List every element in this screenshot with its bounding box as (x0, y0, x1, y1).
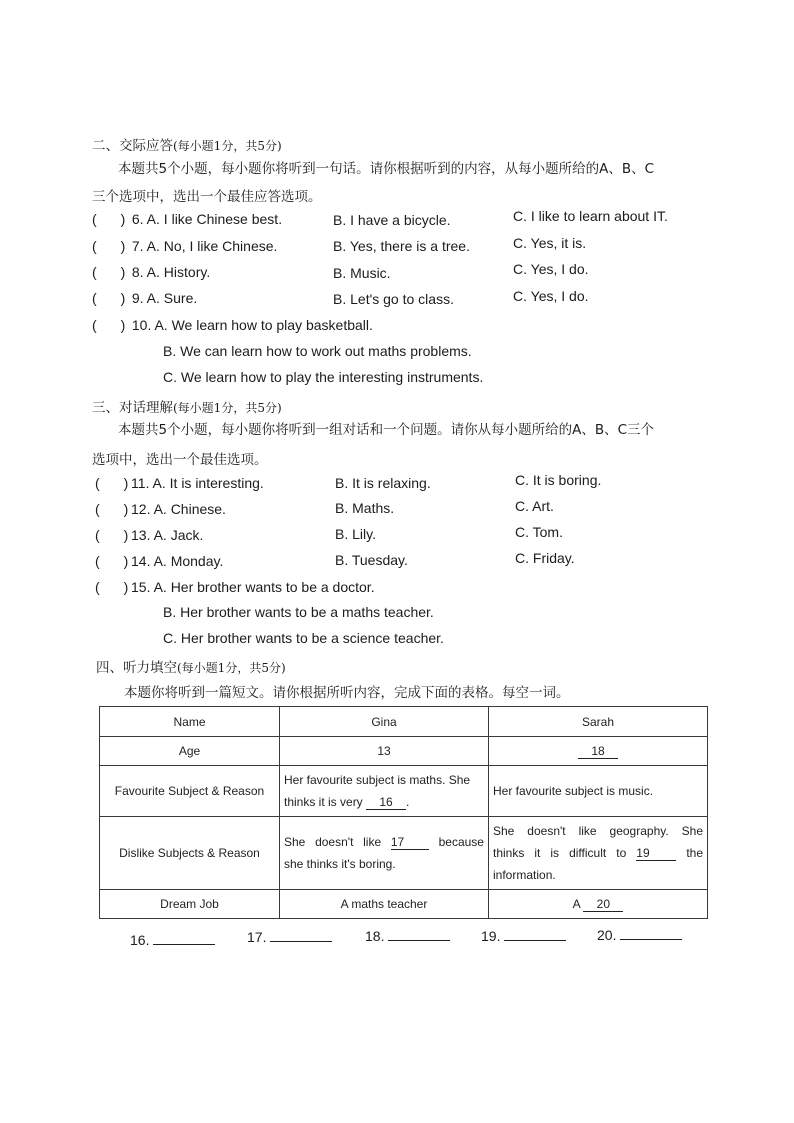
table-row (100, 707, 708, 737)
dislike-label: Dislike Subjects & Reason (100, 817, 280, 890)
blank-17: 17 (391, 835, 429, 850)
question-12: ( ) 12. A. Chinese. (95, 501, 226, 517)
answer-20[interactable]: 20. (597, 927, 682, 943)
option-a: 11. A. It is interesting. (131, 475, 264, 491)
table-row (100, 766, 708, 817)
age-gina: 13 (280, 737, 489, 766)
question-7-option-b: B. Yes, there is a tree. (333, 238, 470, 254)
blank-16: 16 (366, 795, 406, 810)
section2-points: (每小题1分，共5分) (173, 139, 282, 153)
question-15-option-c: C. Her brother wants to be a science teacher. (163, 630, 444, 646)
question-10: ( ) 10. A. We learn how to play basketball. (92, 317, 373, 333)
question-12-option-c: C. Art. (515, 498, 554, 514)
fav-sarah: Her favourite subject is music. (489, 766, 708, 817)
job-gina: A maths teacher (280, 890, 489, 919)
question-8-option-b: B. Music. (333, 265, 391, 281)
question-13-option-c: C. Tom. (515, 524, 563, 540)
question-8-option-c: C. Yes, I do. (513, 261, 589, 277)
answer-17[interactable]: 17. (247, 929, 332, 945)
job-label: Dream Job (100, 890, 280, 919)
section3-intro-line2: 选项中，选出一个最佳选项。 (92, 452, 268, 468)
table-row (100, 890, 708, 919)
age-label: Age (100, 737, 280, 766)
option-a: 7. A. No, I like Chinese. (131, 238, 278, 254)
option-a: 9. A. Sure. (131, 290, 198, 306)
question-11: ( ) 11. A. It is interesting. (95, 475, 264, 491)
answer-19[interactable]: 19. (481, 928, 566, 944)
fav-label: Favourite Subject & Reason (100, 766, 280, 817)
table-row (100, 817, 708, 890)
dislike-sarah: She doesn't like geography. She thinks it is difficult to 19 the information. (489, 817, 708, 890)
section3-title: 三、对话理解 (92, 400, 173, 416)
header-gina: Gina (280, 707, 489, 737)
question-10-option-c: C. We learn how to play the interesting instruments. (163, 369, 484, 385)
section4-points: (每小题1分，共5分) (177, 661, 286, 675)
table-row (100, 737, 708, 766)
question-9-option-b: B. Let's go to class. (333, 291, 454, 307)
question-11-option-b: B. It is relaxing. (335, 475, 431, 491)
fav-gina: Her favourite subject is maths. She thinks it is very 16 . (280, 766, 489, 817)
question-6-option-c: C. I like to learn about IT. (513, 208, 668, 224)
info-table (99, 706, 708, 919)
section4-title: 四、听力填空 (96, 660, 177, 676)
answer-16[interactable]: 16. (130, 932, 215, 948)
header-sarah: Sarah (489, 707, 708, 737)
question-10-option-b: B. We can learn how to work out maths problems. (163, 343, 472, 359)
section2-heading (92, 134, 282, 154)
section3-heading (92, 396, 282, 416)
age-sarah: 18 (489, 737, 708, 766)
option-a: 15. A. Her brother wants to be a doctor. (131, 579, 375, 595)
question-7: ( ) 7. A. No, I like Chinese. (92, 238, 278, 254)
option-a: 14. A. Monday. (131, 553, 224, 569)
dislike-gina: She doesn't like 17 because she thinks it's boring. (280, 817, 489, 890)
section2-intro-line1: 本题共5个小题，每小题你将听到一句话。请你根据听到的内容，从每小题所给的A、B、C (118, 161, 655, 177)
option-a: 10. A. We learn how to play basketball. (131, 317, 373, 333)
question-6: ( ) 6. A. I like Chinese best. (92, 211, 283, 227)
question-6-option-b: B. I have a bicycle. (333, 212, 451, 228)
option-a: 13. A. Jack. (131, 527, 204, 543)
section3-intro-line1: 本题共5个小题，每小题你将听到一组对话和一个问题。请你从每小题所给的A、B、C三个 (118, 422, 655, 438)
question-8: ( ) 8. A. History. (92, 264, 211, 280)
question-13-option-b: B. Lily. (335, 526, 376, 542)
question-11-option-c: C. It is boring. (515, 472, 602, 488)
section2-title: 二、交际应答 (92, 138, 173, 154)
header-name: Name (100, 707, 280, 737)
question-15: ( ) 15. A. Her brother wants to be a doctor. (95, 579, 375, 595)
section4-intro: 本题你将听到一篇短文。请你根据所听内容，完成下面的表格。每空一词。 (124, 685, 570, 701)
job-sarah: A 20 (489, 890, 708, 919)
question-14-option-c: C. Friday. (515, 550, 575, 566)
section3-points: (每小题1分，共5分) (173, 401, 282, 415)
section2-intro-line2: 三个选项中，选出一个最佳应答选项。 (92, 189, 322, 205)
question-14-option-b: B. Tuesday. (335, 552, 408, 568)
answer-18[interactable]: 18. (365, 928, 450, 944)
option-a: 6. A. I like Chinese best. (131, 211, 283, 227)
option-a: 8. A. History. (131, 264, 211, 280)
question-13: ( ) 13. A. Jack. (95, 527, 204, 543)
option-a: 12. A. Chinese. (131, 501, 226, 517)
question-9-option-c: C. Yes, I do. (513, 288, 589, 304)
blank-20: 20 (583, 897, 623, 912)
blank-19: 19 (636, 846, 676, 861)
section4-heading (96, 656, 286, 676)
question-15-option-b: B. Her brother wants to be a maths teacher. (163, 604, 434, 620)
question-7-option-c: C. Yes, it is. (513, 235, 587, 251)
question-12-option-b: B. Maths. (335, 500, 395, 516)
question-9: ( ) 9. A. Sure. (92, 290, 198, 306)
question-14: ( ) 14. A. Monday. (95, 553, 224, 569)
